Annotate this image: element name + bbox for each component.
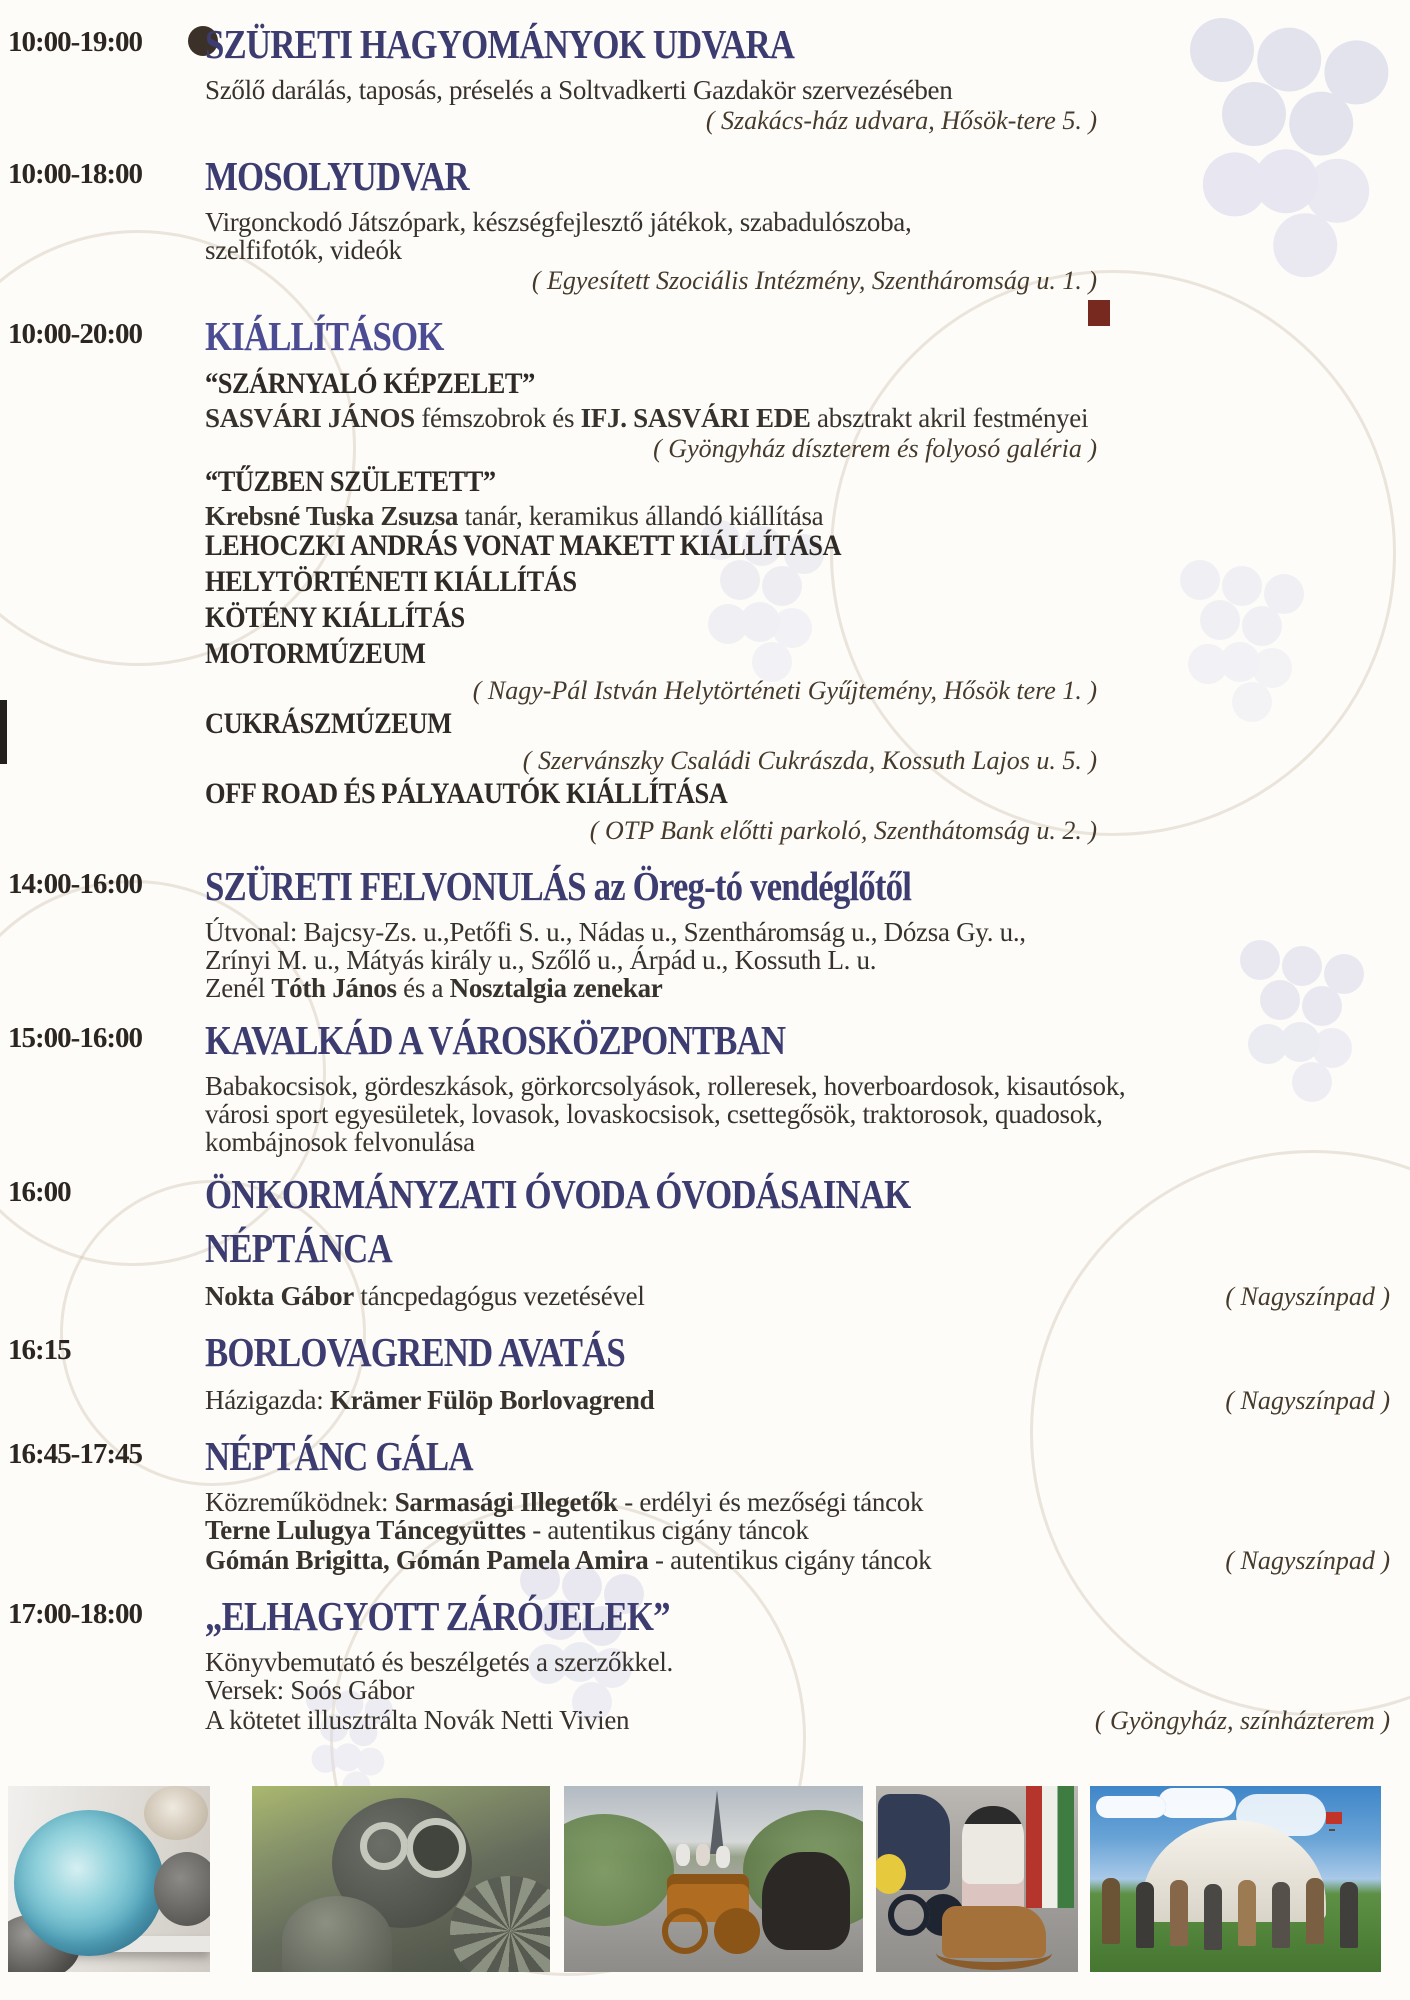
event-location: ( Szakács-ház udvara, Hősök-tere 5. ) xyxy=(705,106,1097,135)
event-title: MOSOLYUDVAR xyxy=(205,153,469,199)
event-description-line: Krebsné Tuska Zsuzsa tanár, keramikus állandó kiállítása xyxy=(205,501,824,531)
schedule-row xyxy=(0,864,1410,1002)
event-location: ( OTP Bank előtti parkoló, Szenthátomság u. 2. ) xyxy=(589,816,1097,845)
schedule-row xyxy=(0,154,1410,298)
event-title: ÖNKORMÁNYZATI ÓVODA ÓVODÁSAINAK xyxy=(205,1171,911,1217)
event-location: ( Gyöngyház díszterem és folyosó galéria ) xyxy=(653,434,1097,463)
event-location: ( Nagyszínpad ) xyxy=(1225,1386,1390,1415)
event-description-line: Zrínyi M. u., Mátyás király u., Szőlő u., Árpád u., Kossuth L. u. xyxy=(205,945,877,975)
event-description-line: szelfifotók, videók xyxy=(205,235,402,265)
event-time: 16:00 xyxy=(8,1176,71,1208)
event-title: „ELHAGYOTT ZÁRÓJELEK” xyxy=(205,1593,670,1639)
event-description-line: Babakocsisok, gördeszkások, görkorcsolyások, rolleresek, hoverboardosok, kisautósok, xyxy=(205,1071,1126,1101)
event-description-line: városi sport egyesületek, lovasok, lovaskocsisok, csettegősök, traktorosok, quadosok, xyxy=(205,1099,1103,1129)
event-description-line: Könyvbemutató és beszélgetés a szerzőkkel. xyxy=(205,1647,673,1677)
event-description-line: Zenél Tóth János és a Nosztalgia zenekar xyxy=(205,973,663,1003)
event-time: 10:00-20:00 xyxy=(8,318,142,350)
photo-horse-carriage xyxy=(564,1786,863,1972)
event-time: 16:45-17:45 xyxy=(8,1438,142,1470)
event-time: 15:00-16:00 xyxy=(8,1022,142,1054)
event-time: 14:00-16:00 xyxy=(8,868,142,900)
schedule-row xyxy=(0,1018,1410,1156)
schedule-row xyxy=(0,1434,1410,1578)
exhibition-item: OFF ROAD ÉS PÁLYAAUTÓK KIÁLLÍTÁSA xyxy=(205,777,728,810)
event-description-line: Versek: Soós Gábor xyxy=(205,1675,415,1705)
event-description-line: Gómán Brigitta, Gómán Pamela Amira - autentikus cigány táncok xyxy=(205,1545,932,1575)
event-description-line: Útvonal: Bajcsy-Zs. u.,Petőfi S. u., Nádas u., Szentháromság u., Dózsa Gy. u., xyxy=(205,917,1026,947)
event-location: ( Egyesített Szociális Intézmény, Szentháromság u. 1. ) xyxy=(531,266,1097,295)
event-description-line: Virgonckodó Játszópark, készségfejlesztő játékok, szabadulószoba, xyxy=(205,207,912,237)
photo-ceramic-bowls xyxy=(8,1786,210,1972)
exhibition-heading: “TŰZBEN SZÜLETETT” xyxy=(205,465,496,498)
event-description-line: Közreműködnek: Sarmasági Illegetők - erdélyi és mezőségi táncok xyxy=(205,1487,924,1517)
event-description-line: A kötetet illusztrálta Novák Netti Vivien xyxy=(205,1705,630,1735)
photo-strip xyxy=(0,1786,1410,1972)
event-time: 10:00-18:00 xyxy=(8,158,142,190)
schedule-row xyxy=(0,314,1410,848)
event-description-line: Szőlő darálás, taposás, préselés a Soltvadkerti Gazdakör szervezésében xyxy=(205,75,953,105)
event-title: KIÁLLÍTÁSOK xyxy=(205,313,444,359)
event-title: KAVALKÁD A VÁROSKÖZPONTBAN xyxy=(205,1017,786,1063)
event-time: 16:15 xyxy=(8,1334,71,1366)
schedule-row xyxy=(0,1330,1410,1418)
event-title: BORLOVAGREND AVATÁS xyxy=(205,1329,625,1375)
event-time: 17:00-18:00 xyxy=(8,1598,142,1630)
event-description-line: kombájnosok felvonulása xyxy=(205,1127,475,1157)
exhibition-heading: “SZÁRNYALÓ KÉPZELET” xyxy=(205,367,535,400)
event-time: 10:00-19:00 xyxy=(8,26,142,58)
event-location: ( Nagyszínpad ) xyxy=(1225,1282,1390,1311)
event-location: ( Gyöngyház, színházterem ) xyxy=(1094,1706,1390,1735)
event-description-line: SASVÁRI JÁNOS fémszobrok és IFJ. SASVÁRI EDE absztrakt akril festményei xyxy=(205,403,1089,433)
schedule-row xyxy=(0,22,1410,138)
exhibition-item: HELYTÖRTÉNETI KIÁLLÍTÁS xyxy=(205,565,577,598)
event-description-line: Terne Lulugya Táncegyüttes - autentikus cigány táncok xyxy=(205,1515,809,1545)
event-description-line: Házigazda: Krämer Fülöp Borlovagrend xyxy=(205,1385,655,1415)
event-location: ( Nagy-Pál István Helytörténeti Gyűjtemény, Hősök tere 1. ) xyxy=(472,676,1097,705)
event-location: ( Szervánszky Családi Cukrászda, Kossuth Lajos u. 5. ) xyxy=(522,746,1097,775)
exhibition-item: CUKRÁSZMÚZEUM xyxy=(205,707,452,740)
exhibition-item: LEHOCZKI ANDRÁS VONAT MAKETT KIÁLLÍTÁSA xyxy=(205,529,842,562)
schedule-row xyxy=(0,1594,1410,1738)
event-title: SZÜRETI HAGYOMÁNYOK UDVARA xyxy=(205,21,795,67)
schedule-row xyxy=(0,1172,1410,1314)
event-title: NÉPTÁNC GÁLA xyxy=(205,1433,473,1479)
event-location: ( Nagyszínpad ) xyxy=(1225,1546,1390,1575)
event-title: SZÜRETI FELVONULÁS az Öreg-tó vendéglőtől xyxy=(205,863,912,909)
event-title: NÉPTÁNCA xyxy=(205,1225,392,1271)
exhibition-item: MOTORMÚZEUM xyxy=(205,637,426,670)
exhibition-item: KÖTÉNY KIÁLLÍTÁS xyxy=(205,601,465,634)
photo-metal-sculptures xyxy=(252,1786,550,1972)
photo-folk-child xyxy=(876,1786,1078,1972)
event-description-line: Nokta Gábor táncpedagógus vezetésével xyxy=(205,1281,645,1311)
photo-yurt-group xyxy=(1090,1786,1381,1972)
